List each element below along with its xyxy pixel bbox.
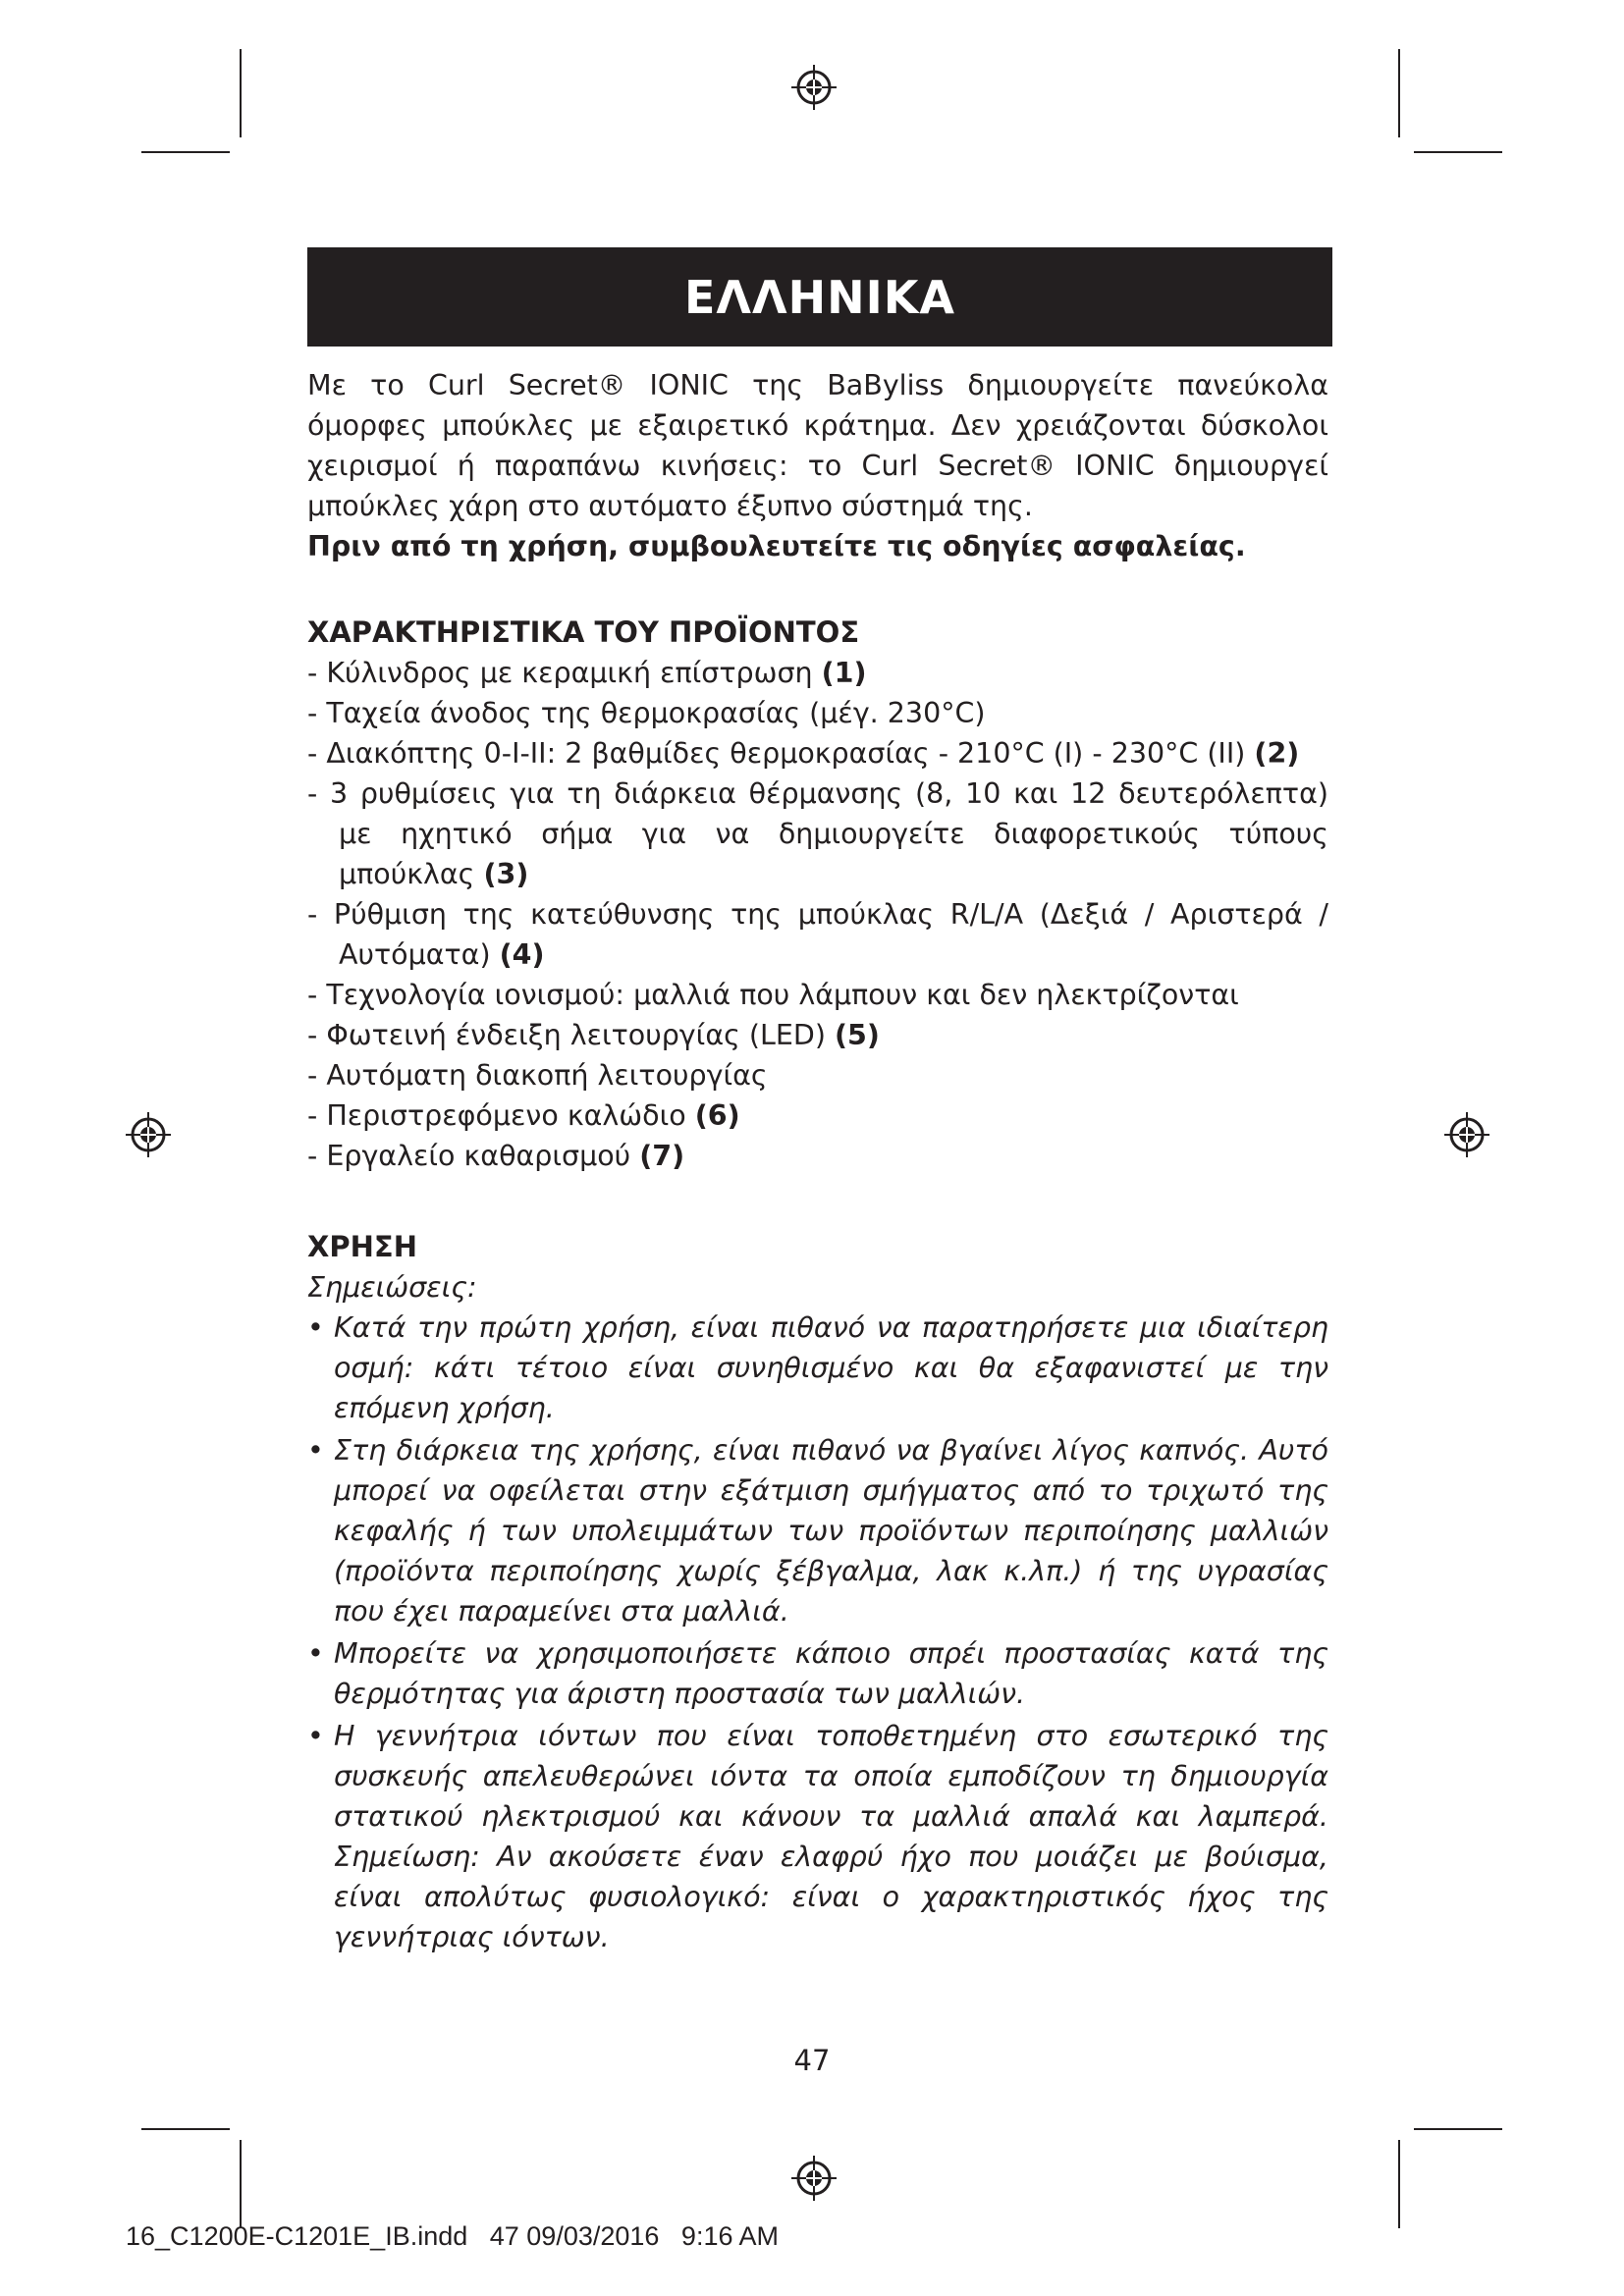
feature-item: - Ταχεία άνοδος της θερμοκρασίας (μέγ. 230°C) <box>307 697 986 729</box>
figure-ref: (5) <box>835 1019 880 1051</box>
feature-item: - Αυτόματη διακοπή λειτουργίας <box>307 1059 768 1092</box>
note-item: • Στη διάρκεια της χρήσης, είναι πιθανό να βγαίνει λίγος καπνός. Αυτό μπορεί να οφείλεται στην εξάτμιση σμήγματος από το τριχωτό της κεφαλής ή των υπολειμμάτων των προϊόντων περιποίησης μαλλιών (προϊόντα περιποίησης χωρίς ξέβγαλμα, λακ κ.λπ.) ή της υγρασίας που έχει παραμείνει στα μαλλιά. <box>307 1430 1328 1631</box>
features-list <box>307 653 1328 1176</box>
usage-section <box>307 1227 1328 1957</box>
registration-mark-icon <box>126 1112 171 1157</box>
feature-item: - Ρύθμιση της κατεύθυνσης της μπούκλας R/L/A (Δεξιά / Αριστερά / Αυτόματα) (4) <box>307 898 1328 971</box>
document-body <box>307 365 1328 1959</box>
features-section <box>307 613 1328 1176</box>
notes-list <box>307 1308 1328 1957</box>
intro-section <box>307 365 1328 566</box>
features-title: ΧΑΡΑΚΤΗΡΙΣΤΙΚΑ ΤΟΥ ΠΡΟΪΟΝΤΟΣ <box>307 615 860 649</box>
feature-item: - Διακόπτης 0-I-II: 2 βαθμίδες θερμοκρασίας - 210°C (I) - 230°C (II) (2) <box>307 737 1300 770</box>
safety-notice: Πριν από τη χρήση, συμβουλευτείτε τις οδηγίες ασφαλείας. <box>307 530 1246 562</box>
bullet-icon: • <box>307 1434 324 1467</box>
figure-ref: (1) <box>821 657 867 689</box>
crop-mark-bottom-left-vertical <box>240 2140 242 2228</box>
feature-item: - Κύλινδρος με κεραμική επίστρωση (1) <box>307 657 867 689</box>
crop-mark-top-right-vertical <box>1398 49 1400 137</box>
language-header-bar <box>307 247 1332 347</box>
note-item: • Μπορείτε να χρησιμοποιήσετε κάποιο σπρέι προστασίας κατά της θερμότητας για άριστη προστασία των μαλλιών. <box>307 1633 1328 1714</box>
print-slug: 16_C1200E-C1201E_IB.indd 47 09/03/2016 9:16 AM <box>126 2221 779 2251</box>
note-item: • Η γεννήτρια ιόντων που είναι τοποθετημένη στο εσωτερικό της συσκευής απελευθερώνει ιόντα τα οποία εμποδίζουν τη δημιουργία στατικού ηλεκτρισμού και κάνουν τα μαλλιά απαλά και λαμπερά. Σημείωση: Αν ακούσετε έναν ελαφρύ ήχο που μοιάζει με βούισμα, είναι απολύτως φυσιολογικό: είναι ο χαρακτηριστικός ήχος της γεννήτριας ιόντων. <box>307 1716 1328 1957</box>
page-title: ΕΛΛΗΝΙΚΑ <box>684 270 955 324</box>
bullet-icon: • <box>307 1720 324 1752</box>
usage-title: ΧΡΗΣΗ <box>307 1230 417 1263</box>
feature-item: - 3 ρυθμίσεις για τη διάρκεια θέρμανσης (8, 10 και 12 δευτερόλεπτα) με ηχητικό σήμα για να δημιουργείτε διαφορετικούς τύπους μπούκλας (3) <box>307 777 1328 890</box>
registration-mark-icon <box>791 2156 837 2201</box>
crop-mark-bottom-right-horizontal <box>1414 2128 1502 2130</box>
crop-mark-top-left-vertical <box>240 49 242 137</box>
note-item: • Κατά την πρώτη χρήση, είναι πιθανό να παρατηρήσετε μια ιδιαίτερη οσμή: κάτι τέτοιο είναι συνηθισμένο και θα εξαφανιστεί με την επόμενη χρήση. <box>307 1308 1328 1428</box>
figure-ref: (4) <box>499 938 545 971</box>
feature-item: - Φωτεινή ένδειξη λειτουργίας (LED) (5) <box>307 1019 880 1051</box>
feature-item: - Εργαλείο καθαρισμού (7) <box>307 1140 685 1172</box>
intro-paragraph: Με το Curl Secret® IONIC της BaByliss δημιουργείτε πανεύκολα όμορφες μπούκλες με εξαιρετικό κράτημα. Δεν χρειάζονται δύσκολοι χειρισμοί ή παραπάνω κινήσεις: το Curl Secret® IONIC δημιουργεί μπούκλες χάρη στο αυτόματο έξυπνο σύστημά της. <box>307 369 1328 522</box>
figure-ref: (3) <box>483 858 529 890</box>
figure-ref: (2) <box>1254 737 1300 770</box>
figure-ref: (6) <box>694 1099 740 1132</box>
registration-mark-icon <box>1444 1112 1489 1157</box>
feature-item: - Περιστρεφόμενο καλώδιο (6) <box>307 1099 740 1132</box>
bullet-icon: • <box>307 1311 324 1344</box>
notes-label: Σημειώσεις: <box>307 1271 477 1304</box>
crop-mark-top-left-horizontal <box>141 151 230 153</box>
page-number: 47 <box>793 2044 831 2077</box>
crop-mark-top-right-horizontal <box>1414 151 1502 153</box>
registration-mark-icon <box>791 65 837 110</box>
crop-mark-bottom-right-vertical <box>1398 2140 1400 2228</box>
feature-item: - Τεχνολογία ιονισμού: μαλλιά που λάμπουν και δεν ηλεκτρίζονται <box>307 979 1239 1011</box>
figure-ref: (7) <box>639 1140 685 1172</box>
crop-mark-bottom-left-horizontal <box>141 2128 230 2130</box>
bullet-icon: • <box>307 1637 324 1670</box>
